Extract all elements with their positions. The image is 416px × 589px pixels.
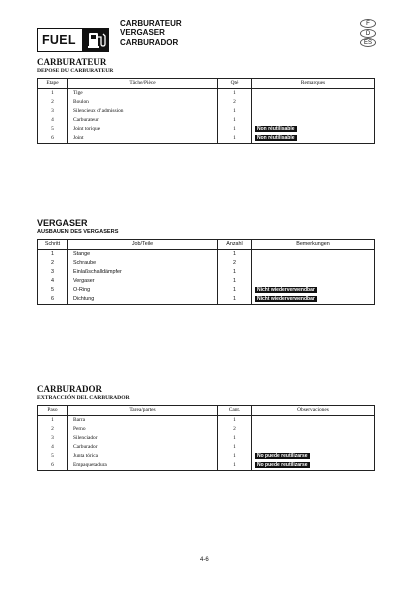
step-cell: 5 <box>38 286 68 295</box>
step-cell: 4 <box>38 116 68 125</box>
column-header-part: Tâche/Pièce <box>68 79 218 89</box>
remark-cell <box>252 416 375 426</box>
remark-cell <box>252 425 375 434</box>
column-header-part: Tarea/partes <box>68 406 218 416</box>
qty-cell: 1 <box>218 134 252 144</box>
parts-table <box>37 239 375 305</box>
table-row <box>38 425 375 434</box>
page-number: 4-6 <box>200 557 209 563</box>
fuel-pump-icon <box>82 29 108 51</box>
header-title-de: VERGASER <box>120 28 165 38</box>
table-row <box>38 443 375 452</box>
column-header-remarks: Observaciones <box>252 406 375 416</box>
part-cell: O-Ring <box>68 286 218 295</box>
step-cell: 2 <box>38 98 68 107</box>
not-reusable-badge: Non réutilisable <box>257 125 295 132</box>
column-header-qty: Anzahl <box>218 240 252 250</box>
step-cell: 2 <box>38 425 68 434</box>
section-carburateur <box>37 57 377 144</box>
section-subtitle: AUSBAUEN DES VERGASERS <box>37 229 119 235</box>
part-cell: Joint torique <box>68 125 218 134</box>
table-row <box>38 250 375 260</box>
step-cell: 5 <box>38 125 68 134</box>
remark-cell <box>252 277 375 286</box>
qty-cell: 1 <box>218 416 252 426</box>
part-cell: Carburador <box>68 443 218 452</box>
fuel-label: FUEL <box>42 33 76 47</box>
step-cell: 5 <box>38 452 68 461</box>
not-reusable-badge: Nicht wiederverwendbar <box>257 286 315 293</box>
table-row <box>38 461 375 471</box>
step-cell: 1 <box>38 416 68 426</box>
column-header-step: Etape <box>38 79 68 89</box>
column-header-step: Paso <box>38 406 68 416</box>
qty-cell: 1 <box>218 89 252 99</box>
header-title-es: CARBURADOR <box>120 37 179 47</box>
table-row <box>38 268 375 277</box>
language-marker-f: F <box>360 19 376 28</box>
remark-cell <box>252 295 375 305</box>
qty-cell: 1 <box>218 461 252 471</box>
remark-cell <box>252 259 375 268</box>
qty-cell: 1 <box>218 452 252 461</box>
remark-cell <box>252 134 375 144</box>
qty-cell: 1 <box>218 286 252 295</box>
step-cell: 6 <box>38 295 68 305</box>
qty-cell: 1 <box>218 443 252 452</box>
part-cell: Empaquetadura <box>68 461 218 471</box>
part-cell: Einlaßschalldämpfer <box>68 268 218 277</box>
section-title: CARBURATEUR <box>37 57 107 67</box>
section-subtitle: DEPOSE DU CARBURATEUR <box>37 68 114 74</box>
part-cell: Perno <box>68 425 218 434</box>
qty-cell: 2 <box>218 98 252 107</box>
part-cell: Boulon <box>68 98 218 107</box>
qty-cell: 1 <box>218 250 252 260</box>
qty-cell: 1 <box>218 116 252 125</box>
table-row <box>38 295 375 305</box>
step-cell: 3 <box>38 434 68 443</box>
part-cell: Silenciador <box>68 434 218 443</box>
remark-cell <box>252 443 375 452</box>
table-row <box>38 434 375 443</box>
step-cell: 4 <box>38 277 68 286</box>
part-cell: Vergaser <box>68 277 218 286</box>
part-cell: Junta tórica <box>68 452 218 461</box>
column-header-part: Job/Teile <box>68 240 218 250</box>
fuel-chapter-badge <box>37 28 109 52</box>
remark-cell <box>252 107 375 116</box>
column-header-qty: Cant. <box>218 406 252 416</box>
step-cell: 3 <box>38 268 68 277</box>
column-header-qty: Qté <box>218 79 252 89</box>
table-header-row <box>38 406 375 416</box>
section-vergaser <box>37 218 377 305</box>
remark-cell <box>252 250 375 260</box>
column-header-remarks: Remarques <box>252 79 375 89</box>
step-cell: 6 <box>38 134 68 144</box>
part-cell: Barra <box>68 416 218 426</box>
table-header-row <box>38 79 375 89</box>
table-row <box>38 107 375 116</box>
section-carburador <box>37 384 377 471</box>
header-title-fr: CARBURATEUR <box>120 19 182 28</box>
column-header-step: Schritt <box>38 240 68 250</box>
qty-cell: 1 <box>218 268 252 277</box>
remark-cell <box>252 434 375 443</box>
table-row <box>38 125 375 134</box>
table-row <box>38 277 375 286</box>
part-cell: Carburateur <box>68 116 218 125</box>
qty-cell: 1 <box>218 125 252 134</box>
step-cell: 4 <box>38 443 68 452</box>
part-cell: Dichtung <box>68 295 218 305</box>
remark-cell <box>252 116 375 125</box>
remark-cell <box>252 125 375 134</box>
not-reusable-badge: Nicht wiederverwendbar <box>257 295 315 302</box>
language-marker-d: D <box>360 29 376 38</box>
section-subtitle: EXTRACCIÓN DEL CARBURADOR <box>37 395 130 401</box>
qty-cell: 1 <box>218 277 252 286</box>
table-header-row <box>38 240 375 250</box>
language-marker-es: ES <box>360 38 376 47</box>
step-cell: 2 <box>38 259 68 268</box>
table-row <box>38 89 375 99</box>
qty-cell: 1 <box>218 295 252 305</box>
not-reusable-badge: Non réutilisable <box>257 134 295 141</box>
qty-cell: 1 <box>218 434 252 443</box>
table-row <box>38 259 375 268</box>
table-row <box>38 452 375 461</box>
table-row <box>38 286 375 295</box>
part-cell: Joint <box>68 134 218 144</box>
remark-cell <box>252 286 375 295</box>
step-cell: 1 <box>38 250 68 260</box>
language-markers <box>360 19 378 48</box>
qty-cell: 2 <box>218 425 252 434</box>
part-cell: Schraube <box>68 259 218 268</box>
remark-cell <box>252 452 375 461</box>
remark-cell <box>252 89 375 99</box>
part-cell: Stange <box>68 250 218 260</box>
not-reusable-badge: No puede reutilizarse <box>257 452 308 459</box>
parts-table <box>37 405 375 471</box>
qty-cell: 2 <box>218 259 252 268</box>
part-cell: Tige <box>68 89 218 99</box>
table-row <box>38 98 375 107</box>
part-cell: Silencieux d’admission <box>68 107 218 116</box>
table-row <box>38 116 375 125</box>
column-header-remarks: Bemerkungen <box>252 240 375 250</box>
step-cell: 3 <box>38 107 68 116</box>
remark-cell <box>252 268 375 277</box>
remark-cell <box>252 461 375 471</box>
section-title: CARBURADOR <box>37 384 102 394</box>
step-cell: 1 <box>38 89 68 99</box>
remark-cell <box>252 98 375 107</box>
table-row <box>38 416 375 426</box>
step-cell: 6 <box>38 461 68 471</box>
parts-table <box>37 78 375 144</box>
not-reusable-badge: No puede reutilizarse <box>257 461 308 468</box>
section-title: VERGASER <box>37 218 88 228</box>
header-titles <box>120 19 182 47</box>
table-row <box>38 134 375 144</box>
qty-cell: 1 <box>218 107 252 116</box>
